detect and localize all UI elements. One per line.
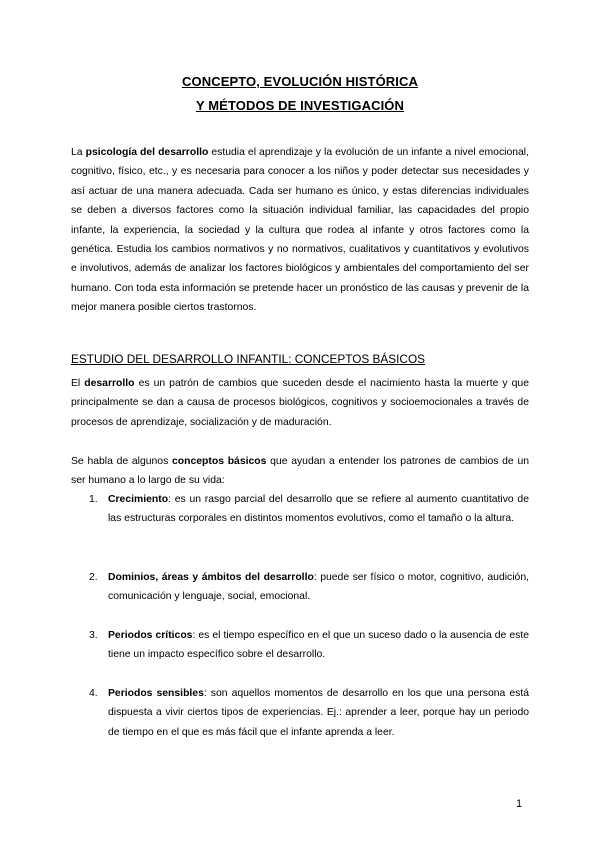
- list-item-term: Periodos sensibles: [108, 688, 204, 699]
- list-item-number: 4.: [89, 688, 98, 699]
- list-item: [71, 684, 529, 742]
- list-item-body: [108, 568, 529, 607]
- conceptos-pre: Se habla de algunos: [71, 456, 173, 467]
- list-item-text: : son aquellos momentos de desarrollo en los que una persona está dispuesta a vivir ciertos tipos de experiencias. Ej.: aprender a leer, porque hay un periodo de tiempo en el que es más fácil que el infante aprenda a leer.: [108, 688, 529, 738]
- list-item: [71, 626, 529, 665]
- conceptos-paragraph: [71, 452, 529, 491]
- list-item-number: 2.: [89, 572, 98, 583]
- list-item-number: 3.: [89, 630, 98, 641]
- list-item-term: Dominios, áreas y ámbitos del desarrollo: [108, 572, 314, 583]
- intro-bold-term: psicología del desarrollo: [85, 147, 209, 158]
- desarrollo-paragraph: [71, 374, 529, 432]
- desarrollo-pre: El: [71, 378, 85, 389]
- conceptos-bold-term: conceptos básicos: [172, 456, 267, 467]
- title-line-2: Y MÉTODOS DE INVESTIGACIÓN: [196, 98, 404, 113]
- desarrollo-text: es un patrón de cambios que suceden desde el nacimiento hasta la muerte y que principalmente se dan a causa de procesos biológicos, cognitivos y socioemocionales a través de procesos de aprendizaje, socialización y de maduración.: [71, 378, 529, 428]
- list-item-term: Periodos críticos: [108, 630, 193, 641]
- desarrollo-bold-term: desarrollo: [84, 378, 135, 389]
- list-item: [71, 568, 529, 607]
- section-heading: ESTUDIO DEL DESARROLLO INFANTIL: CONCEPTOS BÁSICOS: [71, 352, 425, 366]
- title-line-1: CONCEPTO, EVOLUCIÓN HISTÓRICA: [182, 74, 418, 89]
- list-item-text: : puede ser físico o motor, cognitivo, audición, comunicación y lenguaje, social, emocional.: [108, 572, 529, 603]
- list-item-term: Crecimiento: [108, 494, 169, 505]
- list-item-text: : es un rasgo parcial del desarrollo que se refiere al aumento cuantitativo de las estructuras corporales en distintos momentos evolutivos, como el tamaño o la altura.: [108, 494, 529, 525]
- list-item-body: [108, 490, 529, 529]
- list-item-number: 1.: [89, 494, 98, 505]
- list-item: [71, 490, 529, 529]
- list-item-body: [108, 626, 529, 665]
- list-item-text: : es el tiempo específico en el que un suceso dado o la ausencia de este tiene un impacto específico sobre el desarrollo.: [108, 630, 529, 661]
- page-number: 1: [516, 798, 523, 810]
- conceptos-text: que ayudan a entender los patrones de cambios de un ser humano a lo largo de su vida:: [71, 456, 529, 487]
- intro-pre: La: [71, 147, 86, 158]
- intro-paragraph: [71, 143, 529, 318]
- intro-text: estudia el aprendizaje y la evolución de un infante a nivel emocional, cognitivo, físico, etc., y es necesaria para conocer a los niños y poder detectar sus necesidades y así actuar de una manera adecuada. Cada ser humano es único, y estas diferencias individuales se deben a diversos factores como la situación individual familiar, las capacidades del propio infante, la experiencia, la sociedad y la cultura que rodea al infante y otros factores como la genética. Estudia los cambios normativos y no normativos, cualitativos y cuantitativos y evolutivos e involutivos, además de analizar los factores biológicos y ambientales del comportamiento del ser humano. Con toda esta información se pretende hacer un pronóstico de las causas y prevenir de la mejor manera posible ciertos trastornos.: [71, 147, 529, 314]
- list-item-body: [108, 684, 529, 742]
